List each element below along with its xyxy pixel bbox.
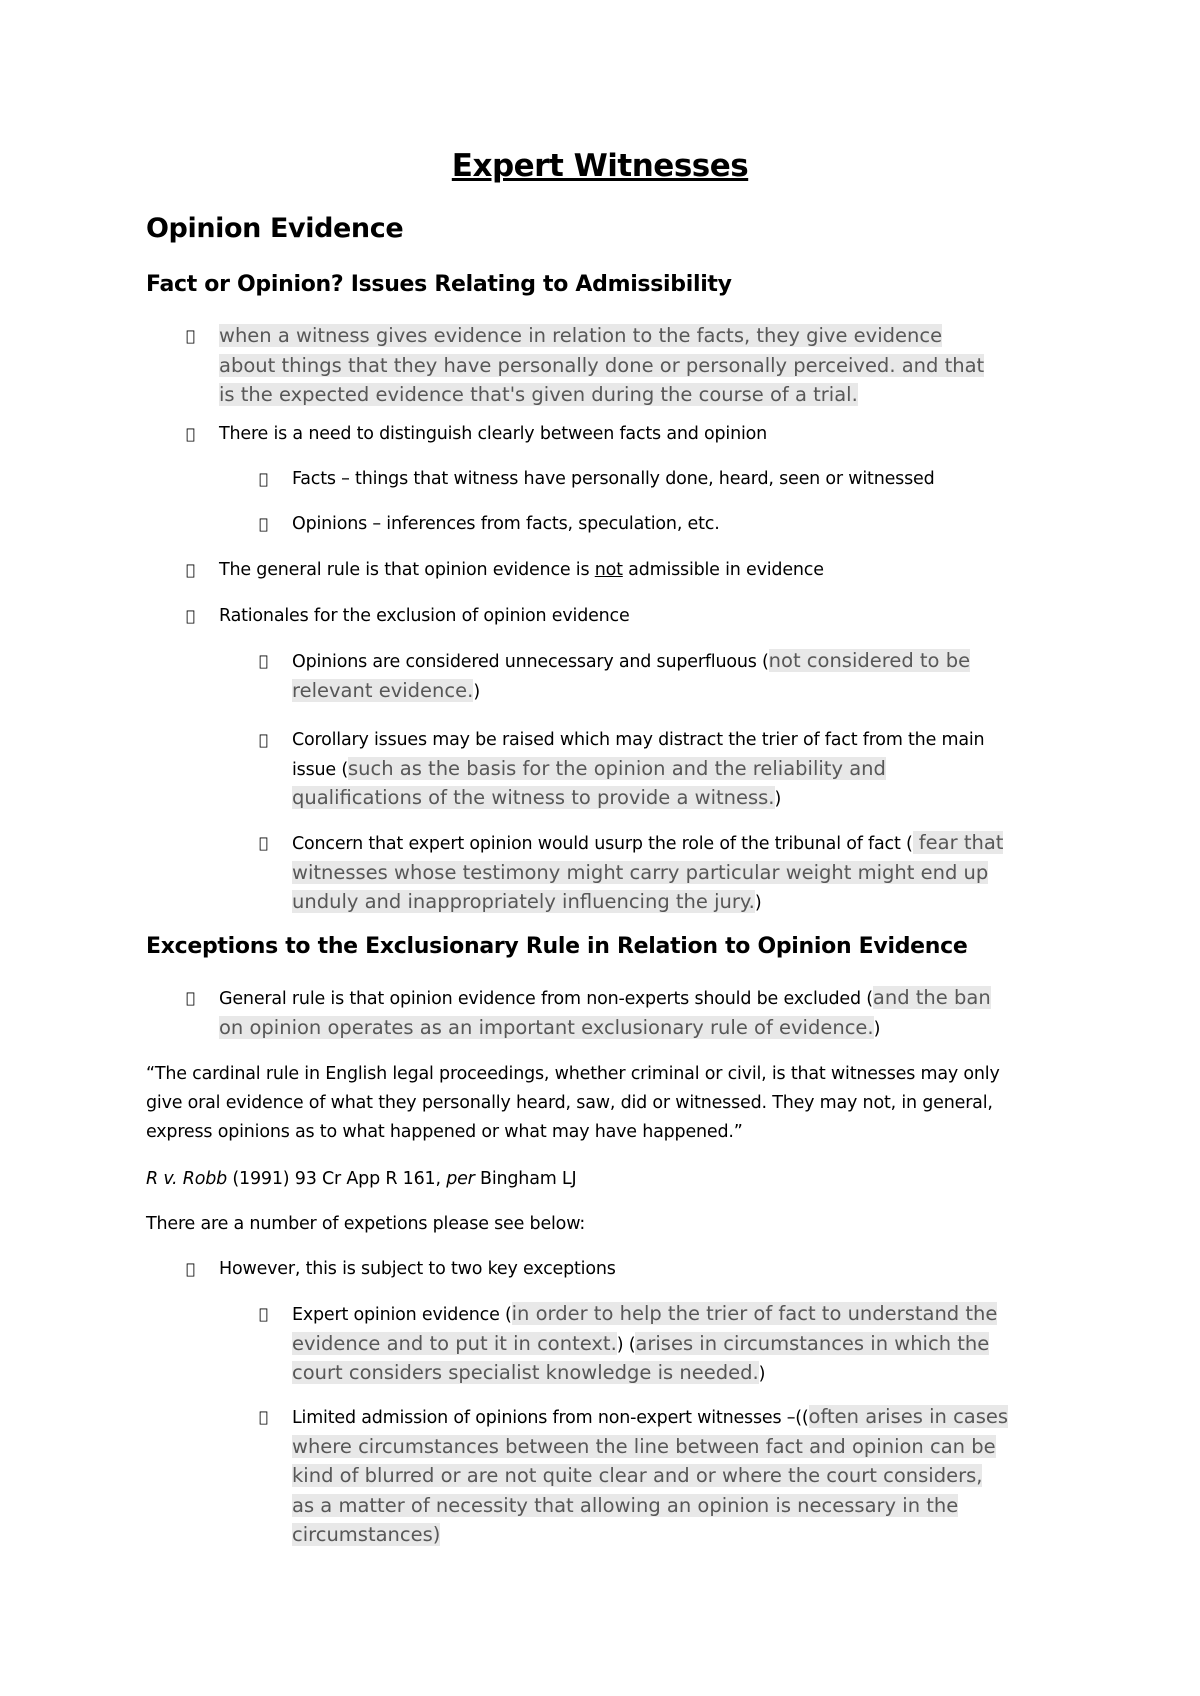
list-item-text: Expert opinion evidence ( [292,1305,512,1325]
list-item-text: ) [873,1018,881,1039]
list-item-text: unduly and inappropriately influencing the jury. [292,890,755,913]
exceptions-intro: There are a number of expetions please see below: [146,1214,586,1234]
document-title: Expert Witnesses [451,148,749,184]
list-item-text: not considered to be [768,649,971,672]
list-item [219,556,824,585]
list-item [219,420,767,449]
bullet-marker [186,322,195,351]
list-item-text: where circumstances between the line between fact and opinion can be [292,1434,996,1458]
heading-opinion-evidence: Opinion Evidence [146,213,404,244]
list-item-text: on opinion operates as an important exclusionary rule of evidence. [219,1015,874,1039]
citation-per: per [446,1169,475,1189]
bullet-marker [186,420,195,449]
list-item [219,322,984,411]
list-item [219,984,991,1043]
quote-line: “The cardinal rule in English legal proceedings, whether criminal or civil, is that witnesses may only [146,1064,1000,1084]
list-item-text: is the expected evidence that's given during the course of a trial. [219,383,858,406]
list-item-text: relevant evidence. [292,678,474,702]
list-item-text: such as the basis for the opinion and the reliability and [347,756,886,780]
list-item-text: court considers specialist knowledge is needed. [292,1361,759,1384]
list-item-text: arises in circumstances in which the [635,1331,990,1355]
list-item [292,829,1003,918]
list-item-text: Limited admission of opinions from non-expert witnesses –(( [292,1408,809,1428]
list-item-text: admissible in evidence [622,560,824,580]
list-item-text: There is a need to distinguish clearly between facts and opinion [219,424,768,444]
list-item-text: fear that [912,831,1004,854]
list-item-text: issue ( [292,759,348,780]
list-item-text: qualifications of the witness to provide a witness. [292,786,775,809]
list-item-text: General rule is that opinion evidence from non-experts should be excluded ( [219,989,873,1009]
list-item-text: ) [473,681,480,702]
list-item [219,1255,616,1284]
list-item-text: The general rule is that opinion evidence is [219,560,595,580]
list-item-text: ) ( [616,1334,636,1355]
list-item-text: often arises in cases [808,1405,1009,1428]
list-item-text: ) [758,1364,766,1384]
list-item-text: and the ban [872,986,991,1009]
quote-line: express opinions as to what happened or what may have happened.” [146,1122,743,1142]
quote-paragraph [146,1060,1000,1147]
citation-text: (1991) 93 Cr App R 161, [227,1169,447,1189]
bullet-marker [186,1255,195,1284]
bullet-marker [186,602,195,631]
bullet-marker [259,510,268,539]
list-item-text: Rationales for the exclusion of opinion evidence [219,606,630,626]
underlined-word: not [594,560,623,580]
bullet-marker [259,647,268,676]
list-item-text: circumstances) [292,1523,441,1546]
list-item [292,465,934,494]
citation-judge: Bingham LJ [474,1169,577,1189]
list-item [292,1300,997,1389]
list-item-text: kind of blurred or are not quite clear and or where the court considers, [292,1464,983,1487]
bullet-marker [186,556,195,585]
list-item [219,602,630,631]
list-item-text: Concern that expert opinion would usurp the role of the tribunal of fact ( [292,834,913,854]
list-item-text: Corollary issues may be raised which may distract the trier of fact from the main [292,730,985,750]
bullet-marker [186,984,195,1013]
list-item [292,726,984,814]
list-item-text: Opinions – inferences from facts, speculation, etc. [292,514,720,534]
bullet-marker [259,726,268,755]
bullet-marker [259,1300,268,1329]
list-item [292,1403,1008,1551]
list-item-text: in order to help the trier of fact to understand the [511,1302,998,1325]
list-item-text: evidence and to put it in context. [292,1331,617,1355]
case-citation [146,1165,576,1194]
list-item-text: However, this is subject to two key exceptions [219,1259,616,1279]
list-item [292,510,720,539]
bullet-marker [259,829,268,858]
list-item-text: ) [774,789,782,809]
quote-line: give oral evidence of what they personally heard, saw, did or witnessed. They may not, in general, [146,1093,993,1113]
list-item-text: witnesses whose testimony might carry particular weight might end up [292,860,989,884]
bullet-marker [259,1403,268,1432]
list-item-text: as a matter of necessity that allowing an opinion is necessary in the [292,1493,959,1517]
list-item-text: when a witness gives evidence in relation to the facts, they give evidence [219,324,943,347]
list-item-text: Opinions are considered unnecessary and superfluous ( [292,652,769,672]
list-item-text: Facts – things that witness have personally done, heard, seen or witnessed [292,469,935,489]
case-name: R v. Robb [146,1169,228,1189]
heading-exceptions: Exceptions to the Exclusionary Rule in Relation to Opinion Evidence [146,934,968,959]
list-item-text: ) [754,893,762,913]
bullet-marker [259,465,268,494]
list-item [292,647,970,706]
list-item-text: about things that they have personally done or personally perceived. and that [219,353,985,377]
heading-fact-or-opinion: Fact or Opinion? Issues Relating to Admissibility [146,272,732,297]
